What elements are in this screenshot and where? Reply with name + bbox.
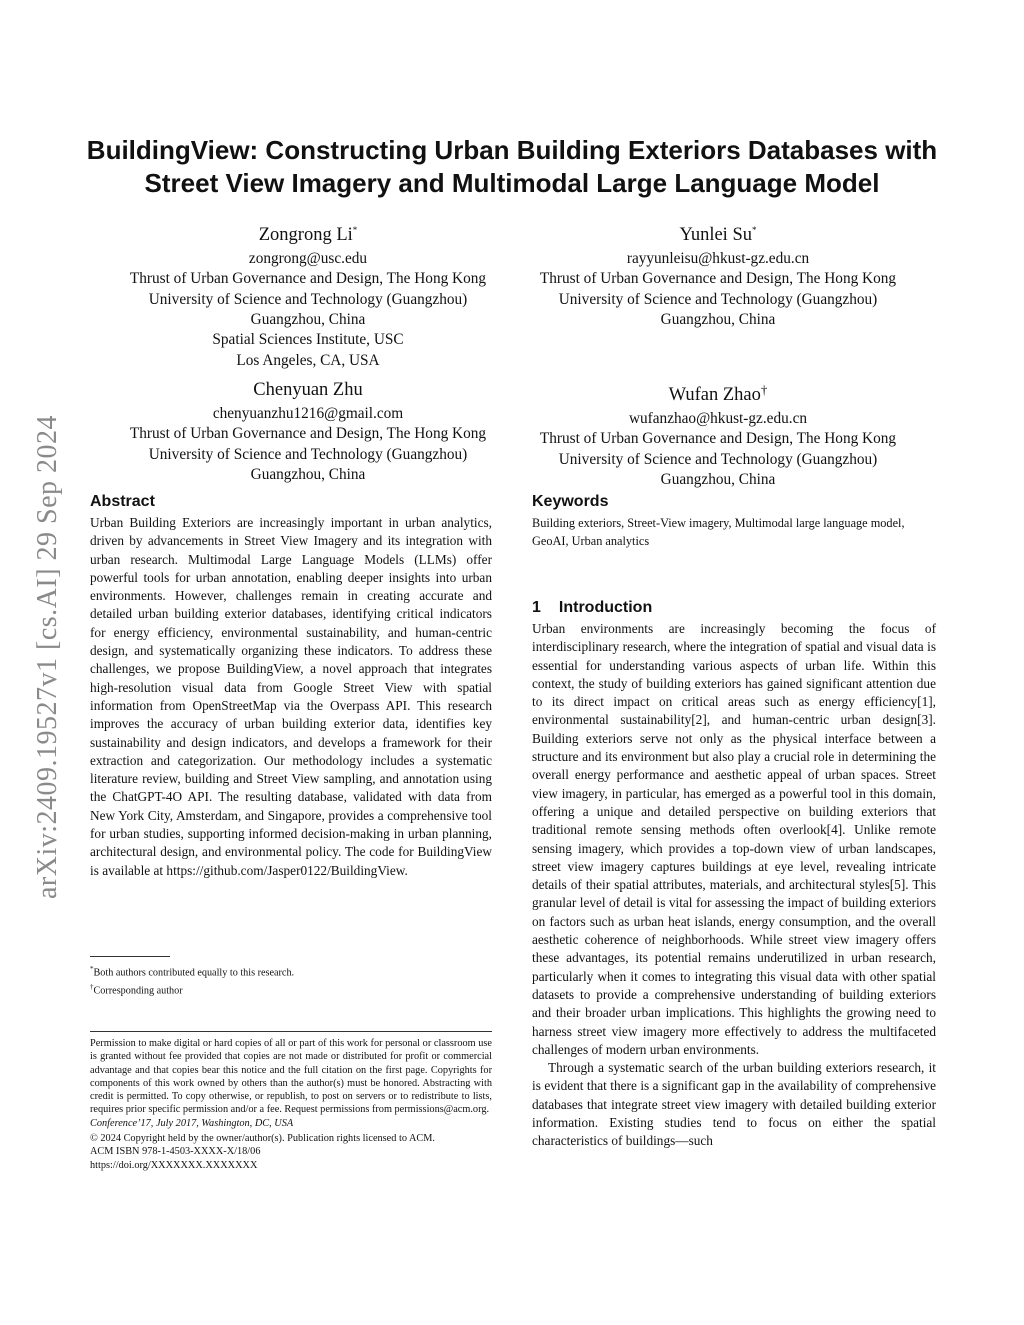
doi-link[interactable]: https://doi.org/XXXXXXX.XXXXXXX [90,1159,258,1171]
copyright-line: © 2024 Copyright held by the owner/author(s). Publication rights licensed to ACM. [90,1133,436,1145]
author-affiliation-line: Thrust of Urban Governance and Design, The Hong Kong [539,270,897,288]
keywords-section [532,492,936,550]
author-block-4 [508,378,928,490]
author-affiliation-line: Guangzhou, China [660,311,776,329]
author-affiliation-line: Thrust of Urban Governance and Design, The Hong Kong [539,430,897,448]
author-affiliation-line: University of Science and Technology (Guangzhou) [558,450,878,468]
author-affiliation-line: University of Science and Technology (Guangzhou) [148,290,468,308]
author-email: rayyunleisu@hkust-gz.edu.cn [626,250,810,268]
author-name: Zongrong Li* [258,225,358,246]
author-affiliation-line: Thrust of Urban Governance and Design, The Hong Kong [129,270,487,288]
author-email: zongrong@usc.edu [248,250,368,268]
author-affiliation-line: Guangzhou, China [660,470,776,488]
footnote-rule [90,956,170,957]
section-number: 1 [532,599,541,616]
paper-title: BuildingView: Constructing Urban Building Exteriors Databases with Street View Imagery and Multimodal Large Language Model [86,135,938,198]
author-mark: * [751,225,757,235]
author-mark: † [760,382,768,397]
author-name: Chenyuan Zhu [253,380,363,400]
author-affiliation-line: Thrust of Urban Governance and Design, The Hong Kong [129,425,487,443]
introduction-section [532,598,936,1151]
author-email: chenyuanzhu1216@gmail.com [212,405,404,422]
keywords-heading: Keywords [532,493,609,510]
keywords-text: Building exteriors, Street-View imagery, Multimodal large language model, GeoAI, Urban analytics [532,516,905,548]
author-block-2 [508,218,928,330]
author-name: Yunlei Su* [679,225,757,246]
footnote-equal-contribution: *Both authors contributed equally to this research. [90,965,295,979]
abstract-heading: Abstract [90,493,155,510]
author-affiliation-line: Guangzhou, China [250,311,366,329]
author-affiliation-line: Spatial Sciences Institute, USC [212,331,404,349]
author-block-3 [98,378,518,485]
permission-text: Permission to make digital or hard copies of all or part of this work for personal or classroom use is granted without fee provided that copies are not made or distributed for profit or commercial advantage and that copies bear this notice and the full citation on the first page. Copyrights for components of this work owned by others than the author(s) must be honored. Abstracting with credit is permitted. To copy otherwise, or republish, to post on servers or to redistribute to lists, requires prior specific permission and/or a fee. Request permissions from permissions@acm.org. [90,1038,492,1116]
permission-block [90,1031,492,1172]
introduction-heading: 1 Introduction [532,599,653,616]
author-affiliation-line: University of Science and Technology (Guangzhou) [558,290,878,308]
author-email: wufanzhao@hkust-gz.edu.cn [628,410,808,427]
arxiv-identifier: arXiv:2409.19527v1 [cs.AI] 29 Sep 2024 [32,414,63,900]
footnote-corresponding: †Corresponding author [90,983,183,997]
abstract-text: Urban Building Exteriors are increasingly important in urban analytics, driven by advancements in Street View Imagery and its integration with urban research. Multimodal Large Language Models (LLMs) offer powerful tools for urban annotation, enabling deeper insights into urban environments. However, challenges remain in creating accurate and detailed urban building exterior databases, identifying critical indicators for energy efficiency, environmental sustainability, and human-centric design, and systematically organizing these indicators. To address these challenges, we propose BuildingView, a novel approach that integrates high-resolution visual data from Google Street View with spatial information from OpenStreetMap via the Overpass API. This research improves the accuracy of urban building exterior data, identifies key sustainability and design indicators, and develops a framework for their extraction and categorization. Our methodology includes a systematic literature review, building and Street View sampling, and annotation using the ChatGPT-4O API. The resulting database, validated with data from New York City, Amsterdam, and Singapore, provides a comprehensive tool for urban studies, supporting informed decision-making in urban planning, architectural design, and environmental policy. The code for BuildingView is available at https://github.com/Jasper0122/BuildingView. [90,515,492,878]
author-affiliation-line: University of Science and Technology (Guangzhou) [148,445,468,463]
permission-rule [90,1031,492,1032]
author-block-1 [98,218,518,371]
abstract-section [90,492,492,880]
introduction-paragraph: Urban environments are increasingly becoming the focus of interdisciplinary research, where the integration of spatial and visual data is essential for understanding various aspects of urban life. Within this context, the study of building exteriors has gained significant attention due to its direct impact on critical areas such as energy efficiency[1], environmental sustainability[2], and human-centric urban design[3]. Building exteriors serve not only as the physical interface between a structure and its environment but also play a crucial role in determining the overall energy performance and aesthetic appeal of urban spaces. Street view imagery, in particular, has emerged as a powerful tool in this domain, offering a unique and detailed perspective on building exteriors that traditional remote sensing methods often overlook[4]. Unlike remote sensing imagery, which provides a top-down view of urban landscapes, street view imagery captures buildings at eye level, revealing intricate details of their spatial attributes, materials, and architectural styles[5]. This granular level of detail is vital for assessing the impact of building exteriors on factors such as urban heat islands, energy consumption, and the overall aesthetic coherence of neighborhoods. While street view imagery offers these advantages, its potential remains underutilized in urban research, particularly when it comes to integrating this visual data with other spatial datasets to provide a comprehensive understanding of building exteriors and their broader urban implications. This highlights the growing need to harness street view imagery more effectively to address the multifaceted challenges of modern urban environments. [532,621,936,1057]
footnotes [90,956,492,999]
isbn-line: ACM ISBN 978-1-4503-XXXX-X/18/06 [90,1146,261,1158]
introduction-paragraph: Through a systematic search of the urban building exteriors research, it is evident that there is a significant gap in the availability of comprehensive databases that integrate street view imagery with detailed building exterior information. Existing studies tend to focus on either the spatial characteristics of buildings—such [532,1060,936,1149]
author-name: Wufan Zhao† [668,382,768,405]
author-affiliation-line: Guangzhou, China [250,465,366,483]
author-mark: * [352,225,358,235]
conference-info: Conference’17, July 2017, Washington, DC, USA [90,1117,294,1129]
author-affiliation-line: Los Angeles, CA, USA [236,351,380,369]
